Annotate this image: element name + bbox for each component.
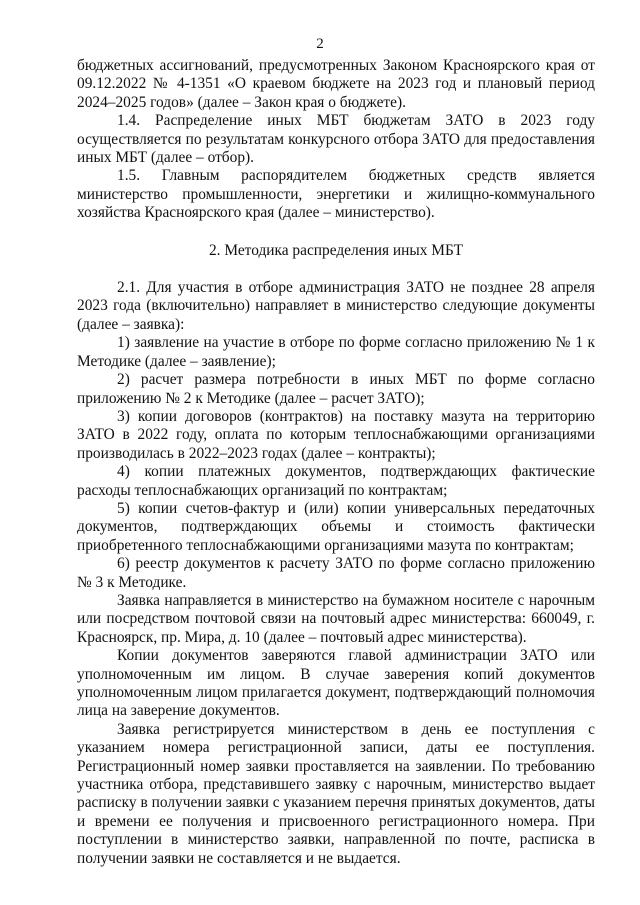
paragraph-certification: Копии документов заверяются главой администрации ЗАТО или уполномоченным им лицом. В случае заверения копий документов уполномоченным лицом прилагается документ, подтверждающий полномочия лица на заверение документов.: [77, 647, 595, 720]
section-heading: 2. Методика распределения иных МБТ: [208, 241, 464, 259]
list-item-6: 6) реестр документов к расчету ЗАТО по форме согласно приложению № 3 к Методике.: [77, 555, 595, 591]
list-item-1: 1) заявление на участие в отборе по форме согласно приложению № 1 к Методике (далее – заявление);: [77, 334, 595, 370]
paragraph-1-5: 1.5. Главным распорядителем бюджетных средств является министерство промышленности, энергетики и жилищно-коммунального хозяйства Красноярского края (далее – министерство).: [77, 167, 595, 222]
list-item-2: 2) расчет размера потребности в иных МБТ по форме согласно приложению № 2 к Методике (далее – расчет ЗАТО);: [77, 371, 595, 407]
paragraph-submission: Заявка направляется в министерство на бумажном носителе с нарочным или посредством почтовой связи на почтовый адрес министерства: 660049, г. Красноярск, пр. Мира, д. 10 (далее – почтовый адрес министерства).: [77, 591, 595, 646]
list-item-3: 3) копии договоров (контрактов) на поставку мазута на территорию ЗАТО в 2022 году, оплата по которым теплоснабжающими организациями производилась в 2022–2023 годах (далее – контракты);: [77, 407, 595, 462]
list-item-4: 4) копии платежных документов, подтверждающих фактические расходы теплоснабжающих организаций по контрактам;: [77, 463, 595, 499]
paragraph-1-4: 1.4. Распределение иных МБТ бюджетам ЗАТО в 2023 году осуществляется по результатам конкурсного отбора ЗАТО для предоставления иных МБТ (далее – отбор).: [77, 112, 595, 167]
paragraph-budget-allocations: бюджетных ассигнований, предусмотренных Законом Красноярского края от 09.12.2022 № 4-1351 «О краевом бюджете на 2023 год и плановый период 2024–2025 годов» (далее – Закон края о бюджете).: [77, 57, 595, 111]
list-item-5: 5) копии счетов-фактур и (или) копии универсальных передаточных документов, подтверждающих объемы и стоимость фактически приобретенного теплоснабжающими организациями мазута по контрактам;: [77, 499, 595, 554]
page-number: 2: [316, 36, 324, 52]
document-body: [77, 57, 595, 868]
paragraph-2-1: 2.1. Для участия в отборе администрация ЗАТО не позднее 28 апреля 2023 года (включительно) направляет в министерство следующие документы (далее – заявка):: [77, 279, 595, 333]
paragraph-registration: Заявка регистрируется министерством в день ее поступления с указанием номера регистрационной записи, даты ее поступления. Регистрационный номер заявки проставляется на заявлении. По требованию участника отбора, представившего заявку с нарочным, министерство выдает расписку в получении заявки с указанием перечня принятых документов, даты и времени ее получения и присвоенного регистрационного номера. При поступлении в министерство заявки, направленной по почте, расписка в получении заявки не составляется и не выдается.: [77, 720, 595, 867]
